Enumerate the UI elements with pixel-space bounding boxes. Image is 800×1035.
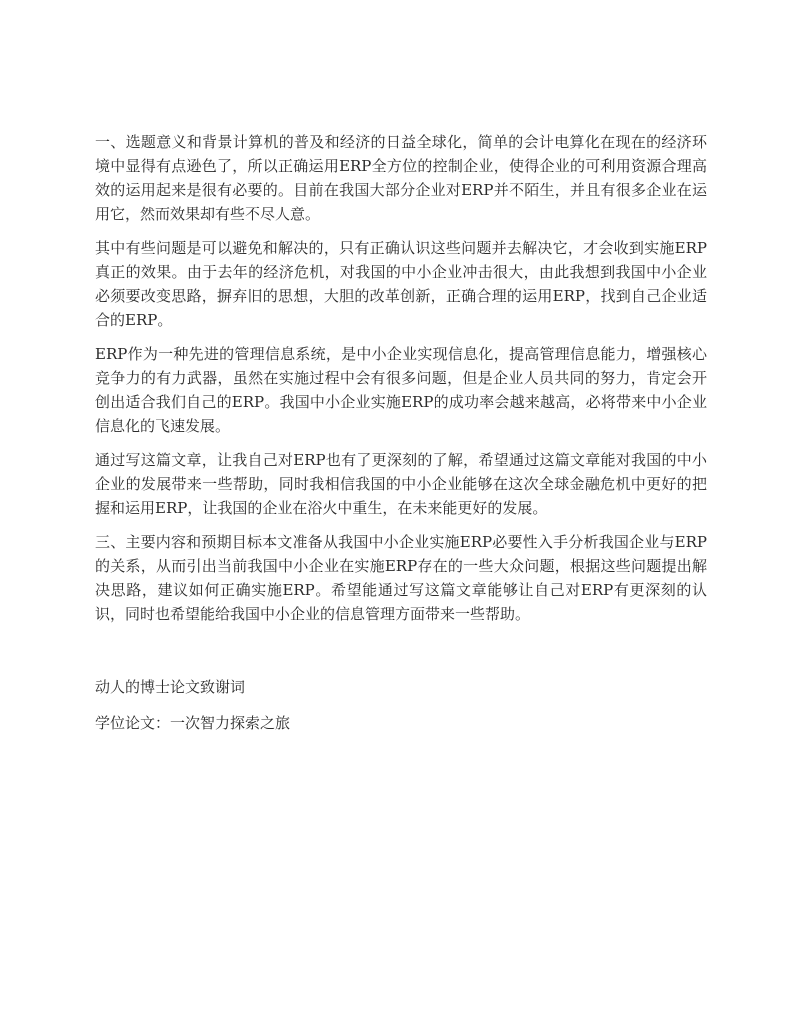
paragraph-problems: 其中有些问题是可以避免和解决的，只有正确认识这些问题并去解决它，才会收到实施ERP真正的效果。由于去年的经济危机，对我国的中小企业冲击很大，由此我想到我国中小企业必须要改变思路，摒弃旧的思想，大胆的改革创新，正确合理的运用ERP，找到自己企业适合的ERP。	[95, 239, 707, 329]
section-title: 动人的博士论文致谢词	[95, 678, 246, 696]
paragraph-main-content: 三、主要内容和预期目标本文准备从我国中小企业实施ERP必要性入手分析我国企业与ERP的关系，从而引出当前我国中小企业在实施ERP存在的一些大众问题，根据这些问题提出解决思路，建议如何正确实施ERP。希望能通过写这篇文章能够让自己对ERP有更深刻的认识，同时也希望能给我国中小企业的信息管理方面带来一些帮助。	[95, 533, 707, 623]
paragraph-erp-role: ERP作为一种先进的管理信息系统，是中小企业实现信息化，提高管理信息能力，增强核心竞争力的有力武器，虽然在实施过程中会有很多问题，但是企业人员共同的努力，肯定会开创出适合我们自己的ERP。我国中小企业实施ERP的成功率会越来越高，必将带来中小企业信息化的飞速发展。	[95, 345, 707, 435]
paragraph-purpose: 通过写这篇文章，让我自己对ERP也有了更深刻的了解，希望通过这篇文章能对我国的中小企业的发展带来一些帮助，同时我相信我国的中小企业能够在这次全球金融危机中更好的把握和运用ERP，让我国的企业在浴火中重生，在未来能更好的发展。	[95, 451, 707, 517]
paragraph-topic-significance: 一、选题意义和背景计算机的普及和经济的日益全球化，简单的会计电算化在现在的经济环境中显得有点逊色了，所以正确运用ERP全方位的控制企业，使得企业的可利用资源合理高效的运用起来是很有必要的。目前在我国大部分企业对ERP并不陌生，并且有很多企业在运用它，然而效果却有些不尽人意。	[95, 133, 707, 223]
document-body	[95, 130, 707, 735]
section-subtitle: 学位论文：一次智力探索之旅	[95, 714, 291, 732]
